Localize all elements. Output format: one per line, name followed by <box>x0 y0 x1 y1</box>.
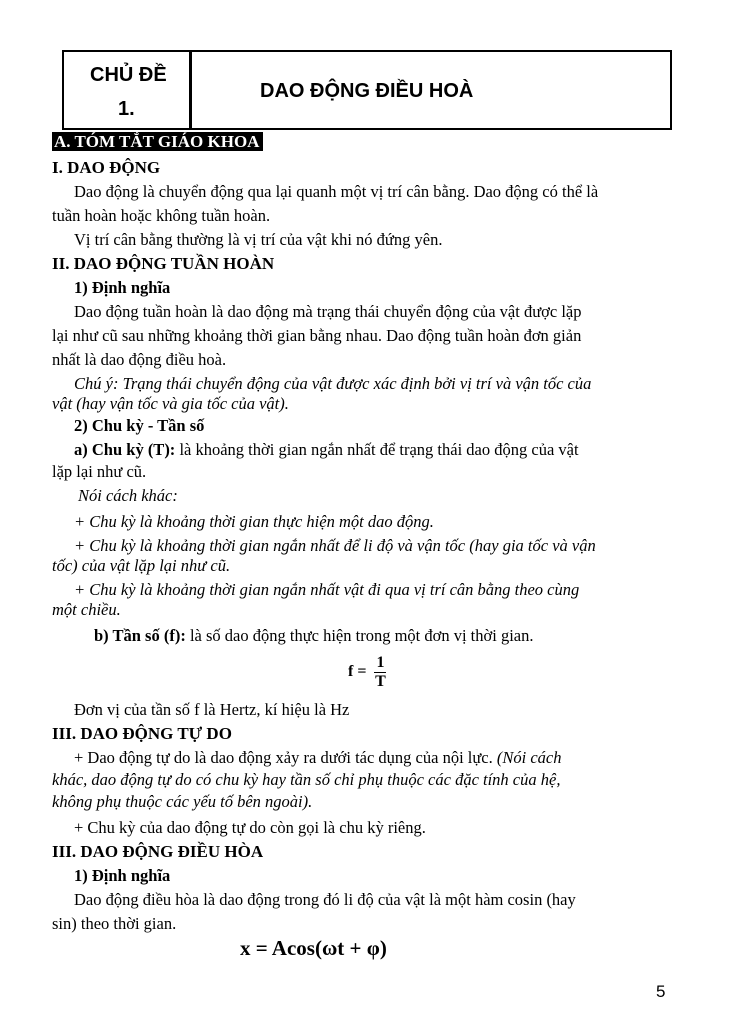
chapter-label-box <box>64 52 192 128</box>
fraction-denominator: T <box>375 673 386 690</box>
fraction-numerator: 1 <box>376 654 385 671</box>
subsection-title: 1) Định nghĩa <box>74 278 171 297</box>
paragraph: khác, dao động tự do có chu kỳ hay tần số chỉ phụ thuộc các đặc tính của hệ, <box>52 770 561 789</box>
bullet: + Chu kỳ là khoảng thời gian ngắn nhất vật đi qua vị trí cân bằng theo cùng <box>74 580 580 599</box>
paragraph: + Chu kỳ của dao động tự do còn gọi là chu kỳ riêng. <box>74 818 426 837</box>
paragraph: Dao động điều hòa là dao động trong đó li độ của vật là một hàm cosin (hay <box>74 890 576 909</box>
paragraph: lại như cũ sau những khoảng thời gian bằng nhau. Dao động tuần hoàn đơn giản <box>52 326 582 345</box>
paragraph <box>74 748 562 768</box>
subsection-title: 2) Chu kỳ - Tần số <box>74 416 205 435</box>
subsection-title: 1) Định nghĩa <box>74 866 171 885</box>
bullet: + Chu kỳ là khoảng thời gian thực hiện một dao động. <box>74 512 434 531</box>
formula-displacement: x = Acos(ωt + φ) <box>240 936 387 960</box>
term-text: là số dao động thực hiện trong một đơn vị thời gian. <box>185 626 534 645</box>
fraction <box>374 654 386 691</box>
paragraph-text: + Dao động tự do là dao động xảy ra dưới tác dụng của nội lực. <box>74 748 497 767</box>
paragraph <box>74 440 579 460</box>
paragraph: Dao động tuần hoàn là dao động mà trạng thái chuyển động của vật được lặp <box>74 302 582 321</box>
paragraph: Dao động là chuyển động qua lại quanh một vị trí cân bằng. Dao động có thể là <box>74 182 599 201</box>
chapter-title: DAO ĐỘNG ĐIỀU HOÀ <box>260 80 474 102</box>
paragraph: Đơn vị của tần số f là Hertz, kí hiệu là Hz <box>74 700 350 719</box>
formula-frequency <box>348 654 386 691</box>
section-title-4: III. DAO ĐỘNG ĐIỀU HÒA <box>52 842 264 861</box>
paragraph: nhất là dao động điều hoà. <box>52 350 227 369</box>
section-banner: A. TÓM TẮT GIÁO KHOA <box>52 132 263 151</box>
term-label: b) Tần số (f): <box>94 626 186 645</box>
paragraph: Vị trí cân bằng thường là vị trí của vật khi nó đứng yên. <box>74 230 443 249</box>
section-title-1: I. DAO ĐỘNG <box>52 158 161 177</box>
bullet: một chiều. <box>52 600 121 619</box>
note: vật (hay vận tốc và gia tốc của vật). <box>52 394 289 413</box>
note: Chú ý: Trạng thái chuyển động của vật được xác định bởi vị trí và vận tốc của <box>74 374 592 393</box>
section-title-3: III. DAO ĐỘNG TỰ DO <box>52 724 232 743</box>
term-text: là khoảng thời gian ngắn nhất để trạng thái dao động của vật <box>175 440 579 459</box>
paragraph: sin) theo thời gian. <box>52 914 177 933</box>
paragraph-italic: (Nói cách <box>496 748 562 767</box>
paragraph <box>94 626 534 646</box>
chapter-header <box>62 50 672 130</box>
bullet: tốc) của vật lặp lại như cũ. <box>52 556 231 575</box>
bullet: + Chu kỳ là khoảng thời gian ngắn nhất để li độ và vận tốc (hay gia tốc và vận <box>74 536 596 555</box>
chapter-label: CHỦ ĐỀ <box>90 64 167 86</box>
formula-lhs: f = <box>348 663 367 681</box>
term-label: a) Chu kỳ (T): <box>74 440 176 459</box>
chapter-number: 1. <box>118 98 135 120</box>
paragraph: không phụ thuộc các yếu tố bên ngoài). <box>52 792 313 811</box>
section-title-2: II. DAO ĐỘNG TUẦN HOÀN <box>52 254 275 273</box>
note: Nói cách khác: <box>78 486 178 505</box>
page-number: 5 <box>656 982 666 1001</box>
paragraph: lặp lại như cũ. <box>52 462 147 481</box>
paragraph: tuần hoàn hoặc không tuần hoàn. <box>52 206 271 225</box>
